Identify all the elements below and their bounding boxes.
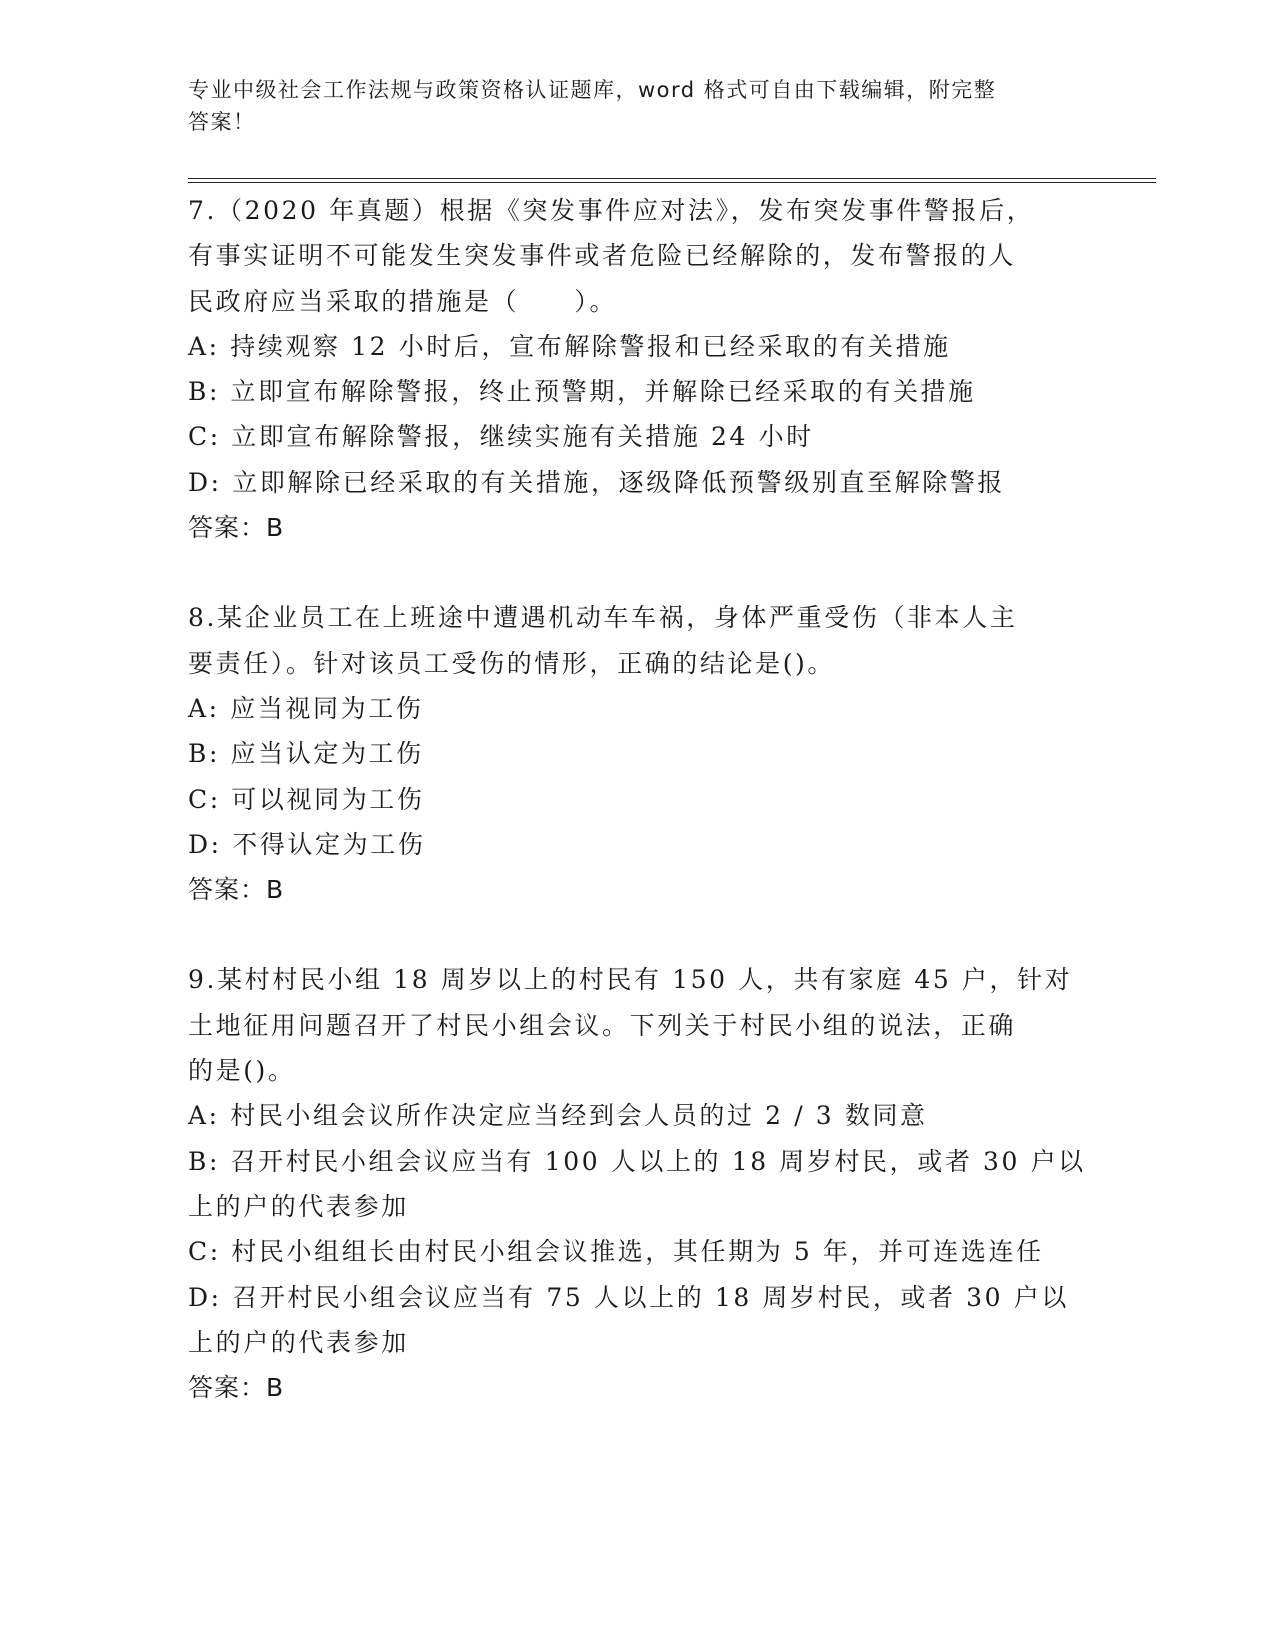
header-divider-top	[188, 178, 1156, 179]
option-c: C: 立即宣布解除警报，继续实施有关措施 24 小时	[188, 422, 814, 452]
question-stem-line: 民政府应当采取的措施是（ ）。	[188, 286, 618, 316]
header-title-line-1: 专业中级社会工作法规与政策资格认证题库，word 格式可自由下载编辑，附完整	[188, 78, 997, 102]
option-c: C: 村民小组组长由村民小组会议推选，其任期为 5 年，并可连选连任	[188, 1237, 1044, 1267]
option-a: A: 村民小组会议所作决定应当经到会人员的过 2 / 3 数同意	[188, 1101, 928, 1131]
option-b: B: 应当认定为工伤	[188, 739, 424, 769]
question-stem-line: 9.某村村民小组 18 周岁以上的村民有 150 人，共有家庭 45 户，针对	[188, 965, 1073, 995]
question-stem-line: 7.（2020 年真题）根据《突发事件应对法》，发布突发事件警报后，	[188, 196, 1035, 225]
question-stem-line: 有事实证明不可能发生突发事件或者危险已经解除的，发布警报的人	[188, 241, 1017, 271]
question-stem-line: 土地征用问题召开了村民小组会议。下列关于村民小组的说法，正确	[188, 1010, 1017, 1040]
answer-label: 答案：B	[188, 513, 285, 543]
option-d: D: 不得认定为工伤	[188, 829, 426, 859]
option-a: A: 应当视同为工伤	[188, 693, 424, 723]
question-stem-line: 的是()。	[188, 1056, 296, 1086]
option-b: B: 立即宣布解除警报，终止预警期，并解除已经采取的有关措施	[188, 377, 976, 407]
option-b: B: 召开村民小组会议应当有 100 人以上的 18 周岁村民，或者 30 户以	[188, 1146, 1086, 1176]
option-c: C: 可以视同为工伤	[188, 784, 425, 814]
option-b-continued: 上的户的代表参加	[188, 1191, 409, 1221]
question-stem-line: 8.某企业员工在上班途中遭遇机动车车祸，身体严重受伤（非本人主	[188, 603, 1018, 633]
option-d-continued: 上的户的代表参加	[188, 1327, 409, 1357]
answer-label: 答案：B	[188, 1373, 285, 1403]
answer-label: 答案：B	[188, 875, 285, 905]
option-d: D: 立即解除已经采取的有关措施，逐级降低预警级别直至解除警报	[188, 467, 1006, 497]
header-title-line-2: 答案！	[188, 110, 256, 134]
option-d: D: 召开村民小组会议应当有 75 人以上的 18 周岁村民，或者 30 户以	[188, 1282, 1069, 1312]
document-header	[188, 74, 1088, 138]
option-a: A: 持续观察 12 小时后，宣布解除警报和已经采取的有关措施	[188, 331, 951, 361]
question-8	[188, 595, 1088, 912]
question-stem-line: 要责任）。针对该员工受伤的情形，正确的结论是()。	[188, 648, 836, 678]
header-divider-bottom	[188, 182, 1156, 183]
question-list	[188, 188, 1088, 1410]
question-9	[188, 957, 1088, 1410]
question-7	[188, 188, 1088, 550]
